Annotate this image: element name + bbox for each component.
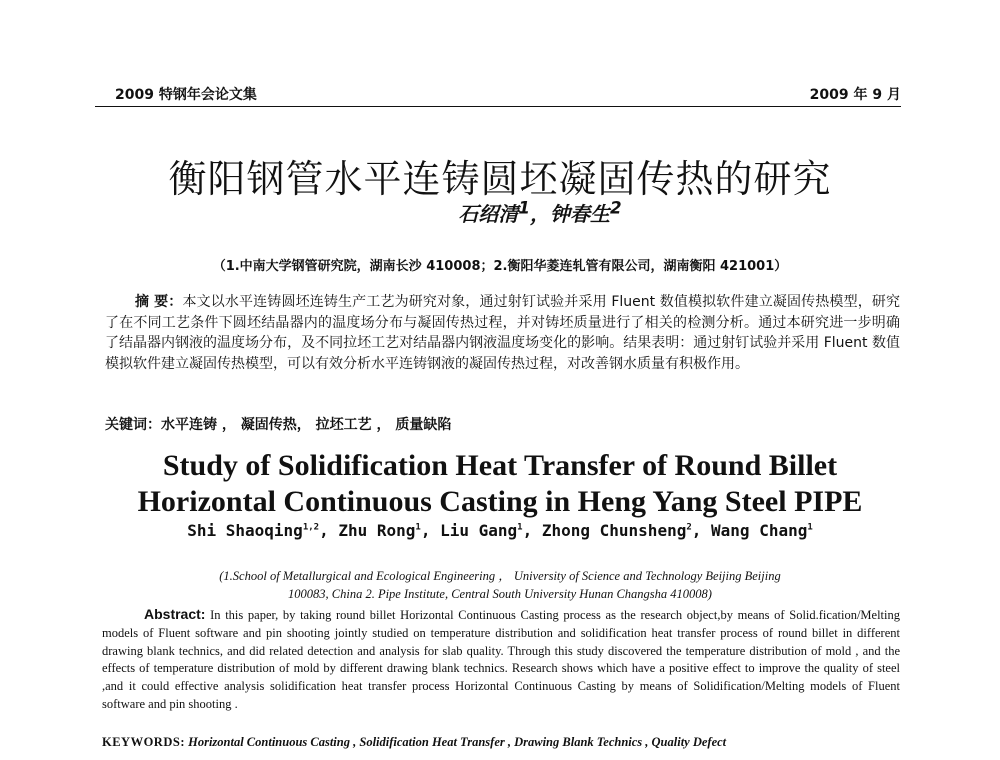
english-title-line: Study of Solidification Heat Transfer of Round Billet [162,449,838,482]
chinese-abstract-label: 摘 要： [135,294,183,310]
english-affiliation-line: (1.School of Metallurgical and Ecological Engineering ， University of Science and Technology Beijing Beijing [219,569,781,583]
chinese-keywords-text: 水平连铸 ， 凝固传热， 拉坯工艺 ， 质量缺陷 [161,417,452,433]
english-author-sup: 1 [807,522,813,533]
english-abstract-text: In this paper, by taking round billet Horizontal Continuous Casting process as the research object,by means of Solid.fication/Melting models of Fluent software and pin shooting jointly studied on temperature distribution and solidification heat transfer process of round billet in different drawing blank technics, and did related detection and analysis for slab quality. Through this study discovered the temperature distribution of mold , and the effects of temperature distribution of mold by different drawing blank technics. Research shows which have a positive effect to improve the quality of steel ,and it could effective analysis solidification heat transfer process Horizontal Continuous Casting by means of Solidification/Melting models of Fluent software and pin shooting . [102,608,900,711]
english-authors: Shi Shaoqing$^{1,2}$, Zhu Rong$^1$, Liu Gang$^1$, Zhong Chunsheng$^2$, Wang Chang$^1$ [187,521,813,540]
chinese-authors [0,198,1000,227]
english-title [0,448,1000,520]
english-author-name: Zhu Rong [338,521,416,540]
chinese-title: 衡阳钢管水平连铸圆坯凝固传热的研究 [168,157,832,201]
chinese-affiliations: （1.中南大学钢管研究院，湖南长沙 410008；2.衡阳华菱连轧管有限公司，湖南衡阳 421001） [212,259,788,274]
english-keywords [102,735,726,750]
chinese-abstract-text: 本文以水平连铸圆坯连铸生产工艺为研究对象，通过射钉试验并采用 Fluent 数值模拟软件建立凝固传热模型，研究了在不同工艺条件下圆坯结晶器内的温度场分布与凝固传热过程，并对铸坯质量进行了相关的检测分析。通过本研究进一步明确了结晶器内钢液的温度场分布，及不同拉坯工艺对结晶器内钢液温度场变化的影响。结果表明：通过射钉试验并采用 Fluent 数值模拟软件建立凝固传热模型，可以有效分析水平连铸钢液的凝固传热过程，对改善钢水质量有积极作用。 [105,294,900,372]
english-keywords-text: Horizontal Continuous Casting , Solidification Heat Transfer , Drawing Blank Technics , Quality Defect [188,735,727,749]
chinese-author-name: 石绍清 [458,202,519,226]
english-author-name: Shi Shaoqing [187,521,303,540]
english-author-name: Zhong Chunsheng [541,521,687,540]
english-abstract-label: Abstract: [144,606,206,622]
chinese-author-name: 钟春生 [550,202,610,226]
english-affiliation-line: 100083, China 2. Pipe Institute, Central South University Hunan Changsha 410008) [288,587,712,601]
chinese-keywords [105,414,451,434]
english-author-name: Wang Chang [711,521,808,540]
english-author-sup: 1,2 [302,522,320,533]
header-proceedings-title: 2009 特钢年会论文集 [115,87,257,103]
running-header [95,82,901,107]
english-author-sup: 1 [415,522,421,533]
chinese-abstract [105,292,900,374]
chinese-author-separator: ， [530,202,550,226]
header-date: 2009 年 9 月 [809,87,901,103]
english-author-sup: 2 [686,522,692,533]
english-keywords-label: KEYWORDS: [102,735,185,749]
english-author-sup: 1 [517,522,523,533]
english-abstract [102,606,900,714]
chinese-author-sup: 2 [610,198,622,218]
english-author-name: Liu Gang [440,521,518,540]
chinese-keywords-label: 关键词： [105,417,161,433]
chinese-author-sup: 1 [518,198,530,218]
english-title-line: Horizontal Continuous Casting in Heng Yang Steel PIPE [137,485,863,518]
english-affiliations [110,567,890,603]
